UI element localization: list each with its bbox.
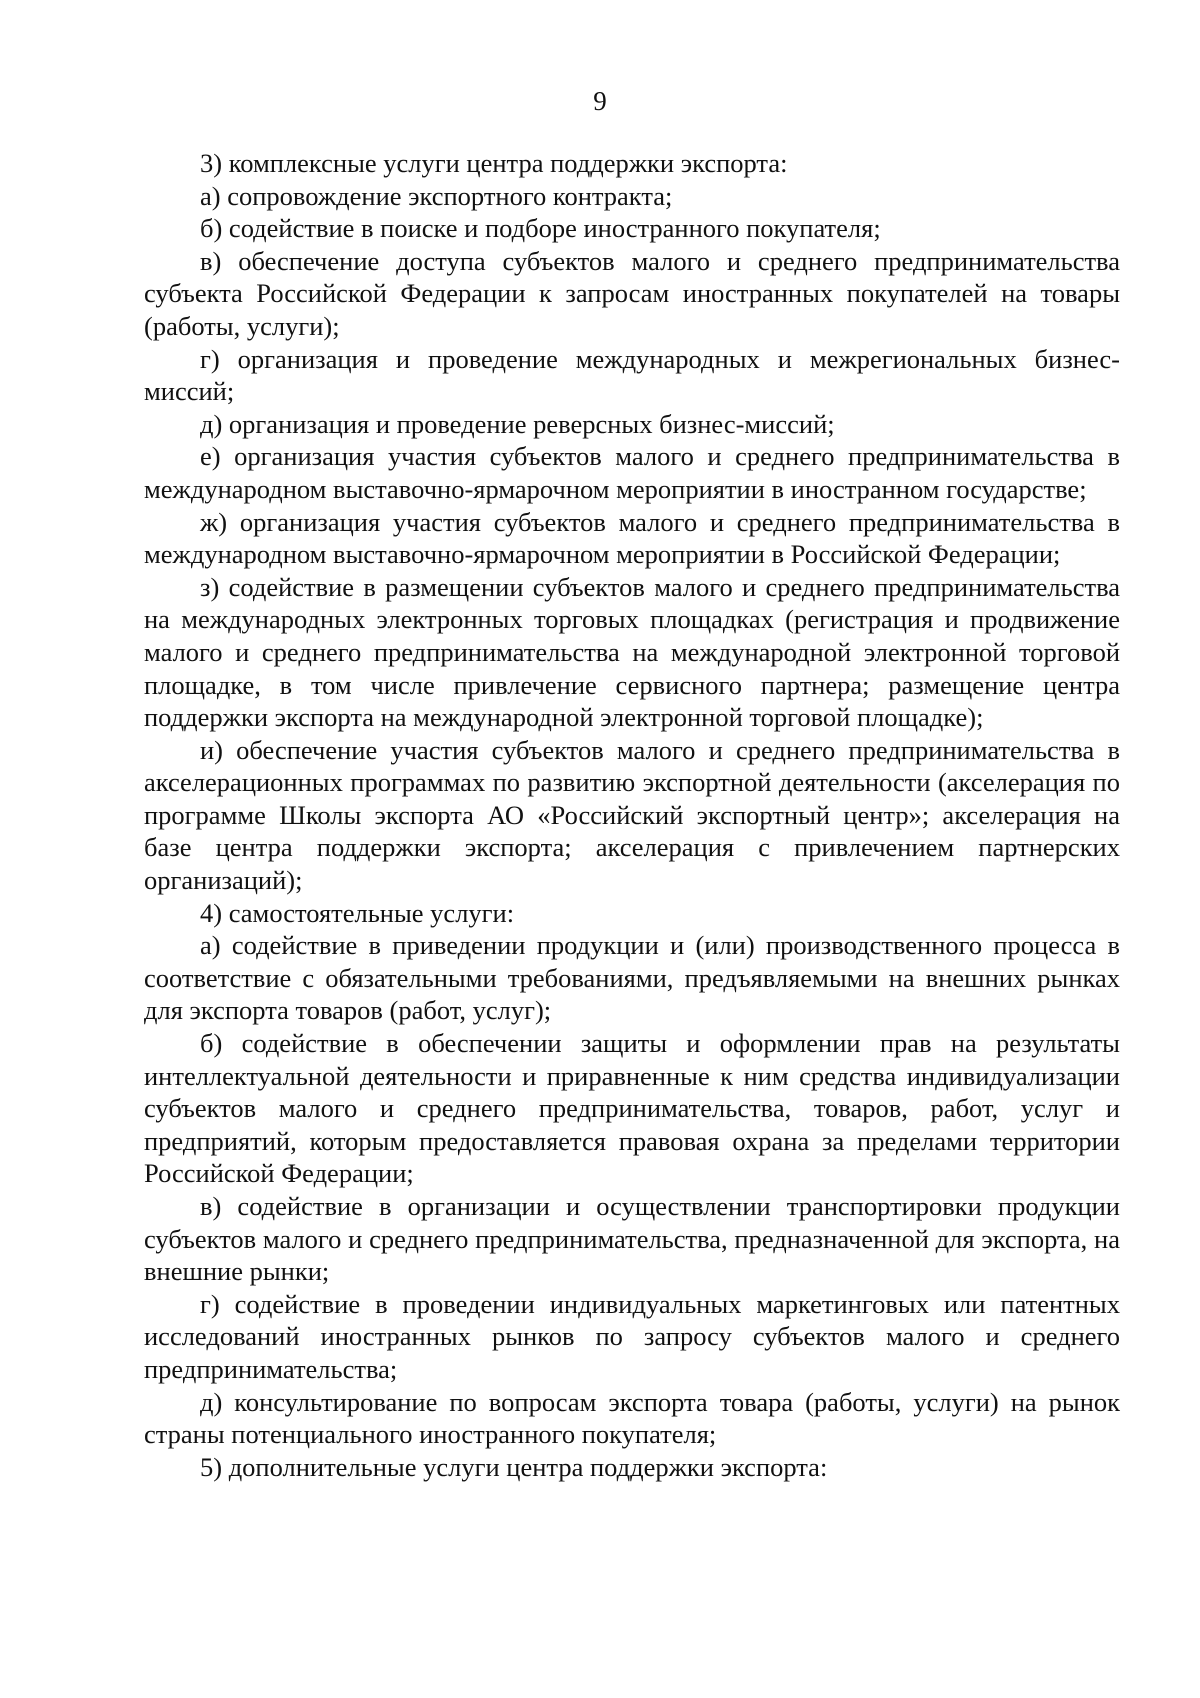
paragraph: б) содействие в обеспечении защиты и оформлении прав на результаты интеллектуальной деятельности и приравненные к ним средства индивидуализации субъектов малого и среднего предпринимательства, товаров, работ, услуг и предприятий, которым предоставляется правовая охрана за пределами территории Российской Федерации;	[144, 1028, 1120, 1189]
paragraph: а) сопровождение экспортного контракта;	[200, 180, 673, 211]
paragraph: а) содействие в приведении продукции и (или) производственного процесса в соответствие с обязательными требованиями, предъявляемыми на внешних рынках для экспорта товаров (работ, услуг);	[144, 930, 1120, 1026]
paragraph: б) содействие в поиске и подборе иностранного покупателя;	[200, 213, 881, 244]
page-number: 9	[593, 86, 607, 116]
paragraph: в) содействие в организации и осуществлении транспортировки продукции субъектов малого и среднего предпринимательства, предназначенной для экспорта, на внешние рынки;	[144, 1191, 1120, 1287]
document-body	[144, 147, 1120, 1483]
paragraph: д) консультирование по вопросам экспорта товара (работы, услуги) на рынок страны потенциального иностранного покупателя;	[144, 1386, 1120, 1450]
paragraph: и) обеспечение участия субъектов малого и среднего предпринимательства в акселерационных программах по развитию экспортной деятельности (акселерация по программе Школы экспорта АО «Российский экспортный центр»; акселерация на базе центра поддержки экспорта; акселерация с привлечением партнерских организаций);	[144, 734, 1120, 896]
paragraph: 3) комплексные услуги центра поддержки экспорта:	[200, 148, 788, 178]
paragraph: 5) дополнительные услуги центра поддержки экспорта:	[200, 1451, 828, 1482]
paragraph: ж) организация участия субъектов малого и среднего предпринимательства в международном выставочно-ярмарочном мероприятии в Российской Федерации;	[144, 506, 1120, 570]
paragraph: з) содействие в размещении субъектов малого и среднего предпринимательства на международных электронных торговых площадках (регистрация и продвижение малого и среднего предпринимательства на международной электронной торговой площадке, в том числе привлечение сервисного партнера; размещение центра поддержки экспорта на международной электронной торговой площадке);	[144, 571, 1120, 733]
paragraph: 4) самостоятельные услуги:	[200, 897, 515, 928]
paragraph: в) обеспечение доступа субъектов малого и среднего предпринимательства субъекта Российской Федерации к запросам иностранных покупателей на товары (работы, услуги);	[144, 245, 1120, 341]
paragraph: е) организация участия субъектов малого и среднего предпринимательства в международном выставочно-ярмарочном мероприятии в иностранном государстве;	[144, 441, 1120, 504]
paragraph: г) организация и проведение международных и межрегиональных бизнес-миссий;	[144, 343, 1120, 407]
paragraph: д) организация и проведение реверсных бизнес-миссий;	[200, 408, 835, 439]
paragraph: г) содействие в проведении индивидуальных маркетинговых или патентных исследований иностранных рынков по запросу субъектов малого и среднего предпринимательства;	[144, 1288, 1120, 1384]
